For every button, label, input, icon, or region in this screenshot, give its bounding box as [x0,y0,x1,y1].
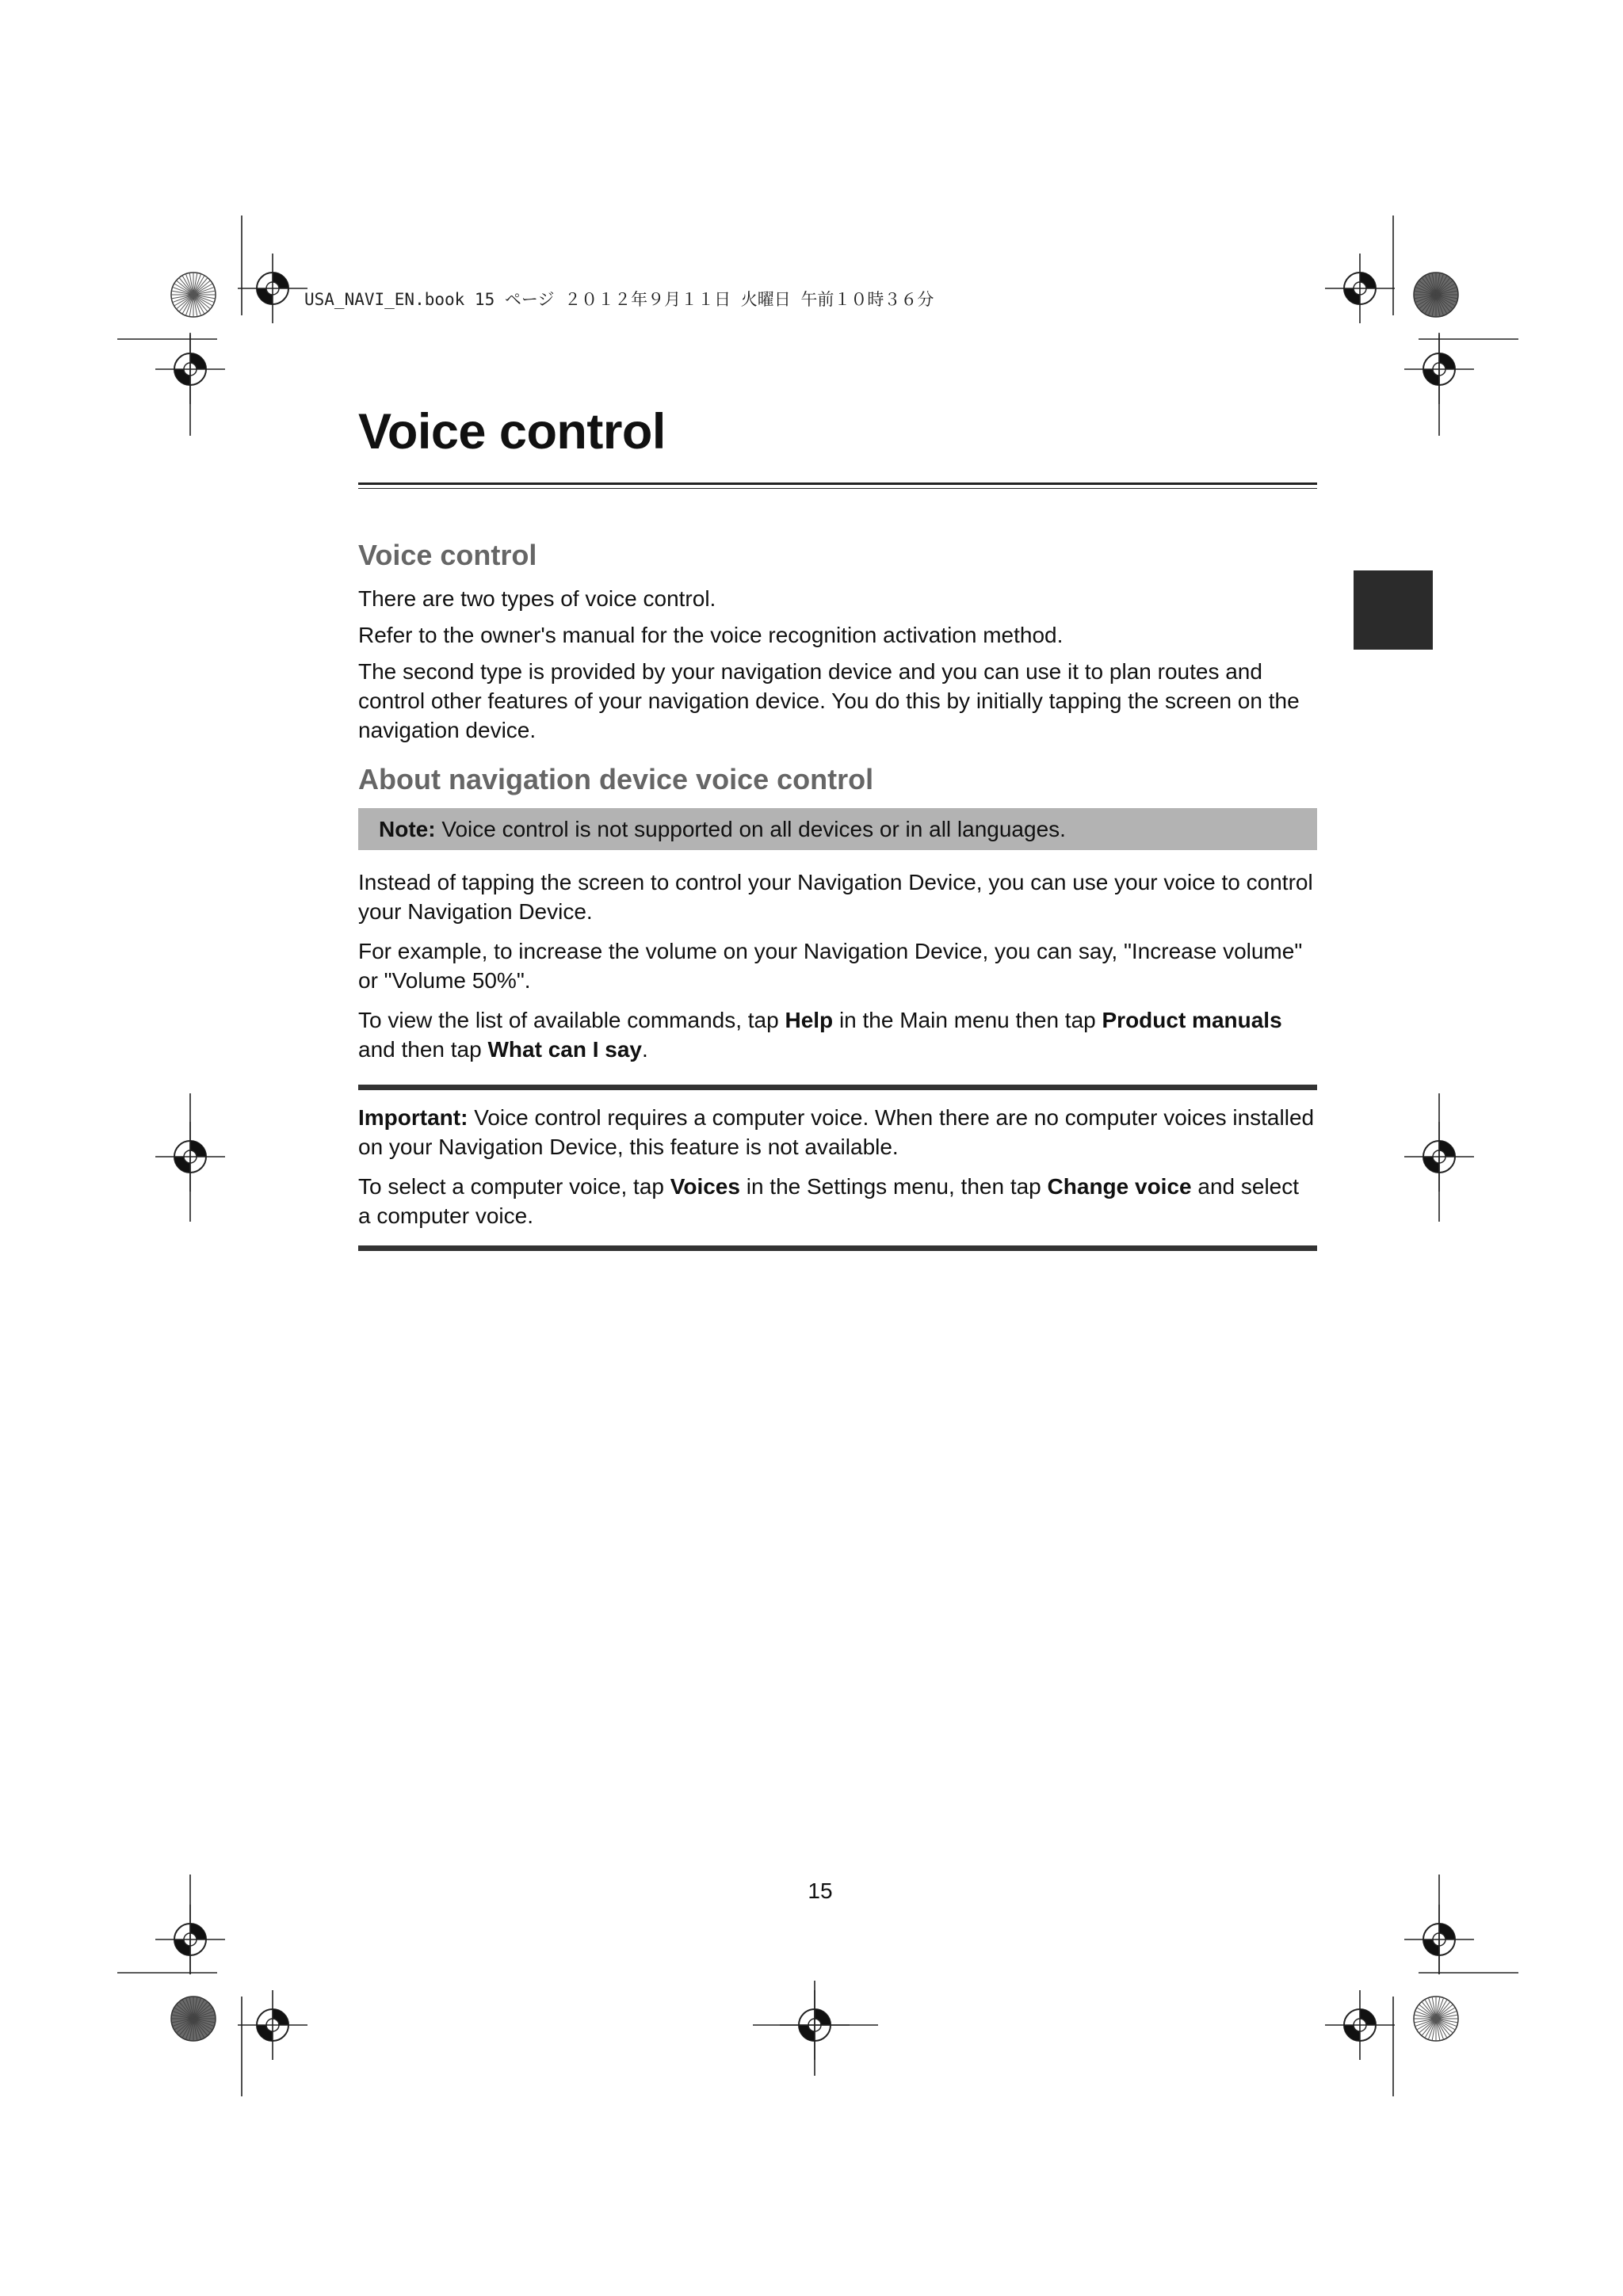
important-label: Important: [358,1105,468,1130]
chapter-tab-marker [1354,570,1433,650]
paragraph-owners-manual: Refer to the owner's manual for the voice recognition activation method. [358,623,1064,647]
page-content [358,400,1317,1251]
page-number: 15 [808,1878,833,1903]
important-text [358,1103,1317,1161]
color-registration-starburst [171,273,216,317]
title-double-rule [358,482,1317,489]
paragraph-select-voice [358,1172,1317,1230]
color-registration-starburst [171,1997,216,2041]
page-title: Voice control [358,404,666,460]
bold-change-voice: Change voice [1047,1174,1192,1199]
bold-help: Help [785,1008,834,1032]
note-text [379,814,1296,844]
bold-voices: Voices [670,1174,740,1199]
print-header-line: USA_NAVI_EN.book 15 ページ ２０１２年９月１１日 火曜日 午前１０時３６分 [304,290,934,309]
note-box [358,808,1317,850]
registration-target-mark [238,254,307,323]
important-body: Voice control requires a computer voice. When there are no computer voices installed on your Navigation Device, this feature is not available. [358,1105,1315,1159]
paragraph-for-example: For example, to increase the volume on your Navigation Device, you can say, "Increase volume" or "Volume 50%". [358,939,1303,993]
color-registration-starburst [1414,273,1458,317]
text-run: and select a computer voice. [358,1174,1300,1228]
text-run: . [642,1037,648,1062]
section-heading-voice-control: Voice control [358,539,537,571]
important-box [358,1085,1317,1251]
registration-target-mark [238,1990,307,2060]
paragraph-second-type: The second type is provided by your navigation device and you can use it to plan routes and control other features of your navigation device. You do this by initially tapping the screen on the navigation device. [358,659,1300,742]
text-run: and then tap [358,1037,488,1062]
bold-product-manuals: Product manuals [1102,1008,1282,1032]
text-run: To select a computer voice, tap [358,1174,670,1199]
registration-target-mark [1325,1990,1395,2060]
text-run: in the Main menu then tap [833,1008,1102,1032]
note-label: Note: [379,817,436,841]
bold-what-can-i-say: What can I say [487,1037,642,1062]
color-registration-starburst [1414,1997,1458,2041]
paragraph-two-types: There are two types of voice control. [358,586,716,611]
section-heading-about-navigation: About navigation device voice control [358,763,874,795]
registration-target-mark [1325,254,1395,323]
text-run: in the Settings menu, then tap [739,1174,1048,1199]
paragraph-instead-of-tapping: Instead of tapping the screen to control your Navigation Device, you can use your voice to control your Navigation Device. [358,870,1313,924]
note-body: Voice control is not supported on all devices or in all languages. [435,817,1066,841]
paragraph-view-commands [358,1005,1317,1064]
text-run: To view the list of available commands, tap [358,1008,785,1032]
